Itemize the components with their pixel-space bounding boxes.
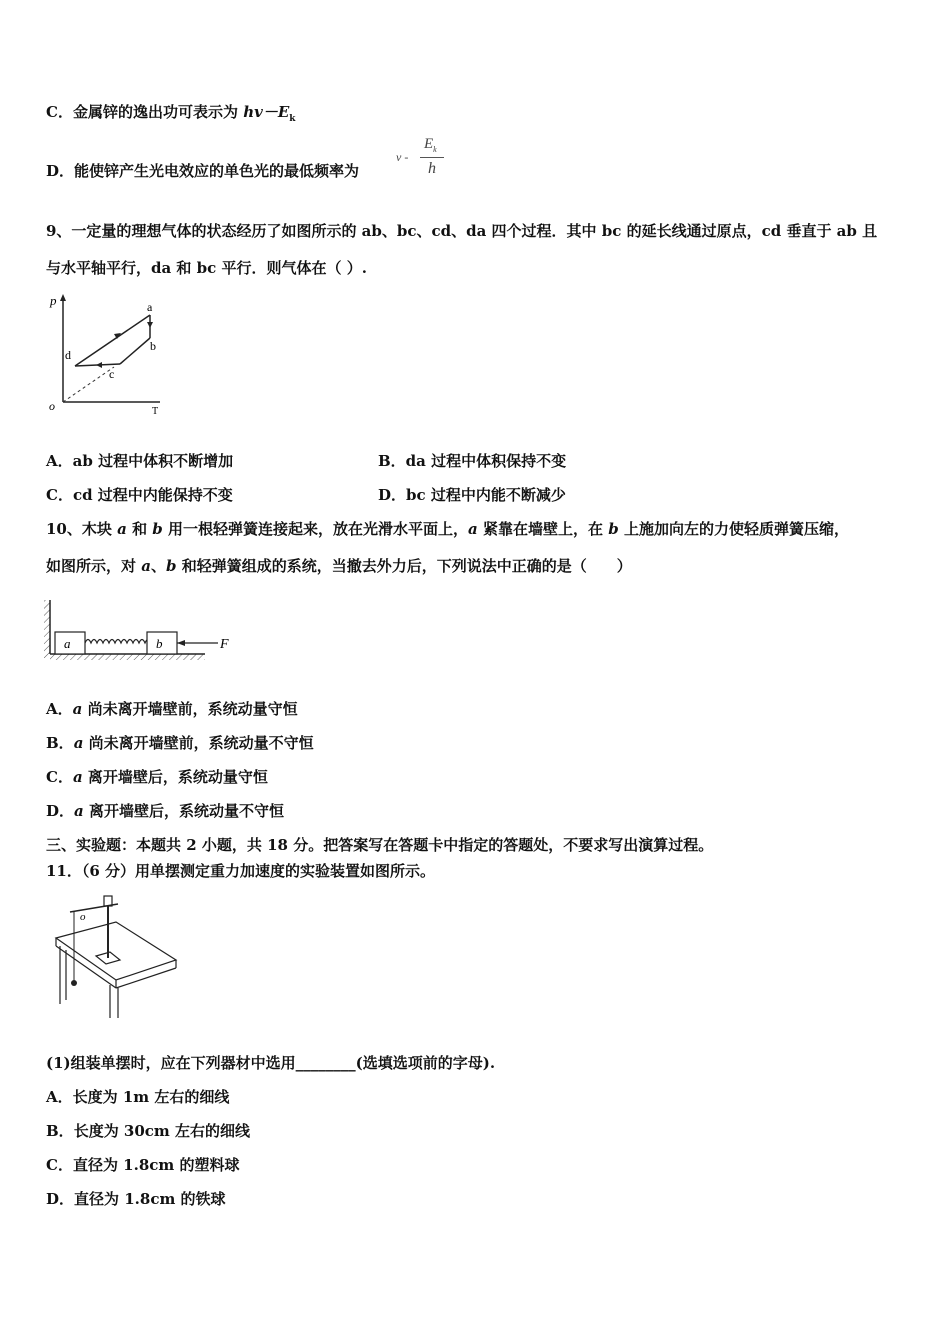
q9-pt-diagram [44,292,174,418]
force-arrow [177,640,185,646]
q11-option-a [46,1087,229,1107]
label-o: o [49,399,55,413]
q8-option-c-sub: k [289,114,296,124]
q11-subquestion-1: (1)组装单摆时，应在下列器材中选用________(选填选项前的字母). [46,1054,496,1072]
q10-option-c-var: a [72,768,83,786]
formula-e: E [424,136,434,152]
q11-stem: 11．（6 分）用单摆测定重力加速度的实验装置如图所示。 [46,862,436,880]
q10-option-a [46,699,298,719]
q8-option-d [46,161,359,181]
q10-s3: 用一根轻弹簧连接起来，放在光滑水平面上， [162,520,469,538]
q10-l2-b: b [165,557,177,575]
ab-arrow [147,322,153,328]
q9-option-c: C．cd 过程中内能保持不变 [46,486,233,504]
q10-option-b-label: B． [46,734,74,752]
q10-l2-a: a [141,557,151,575]
q11-option-a-text: 长度为 1m 左右的细线 [72,1088,230,1106]
q10-s1: 10、木块 [46,520,118,538]
q9-stem-line2: 与水平轴平行，da 和 bc 平行．则气体在（ ）. [46,259,367,277]
q9-option-a: A．ab 过程中体积不断增加 [46,452,234,470]
q10-var-a2: a [468,520,478,538]
force-label: F [220,637,229,652]
q11-option-b-text: 长度为 30cm 左右的细线 [73,1122,251,1140]
q10-var-b2: b [608,520,619,538]
q10-s2: 和 [126,520,153,538]
da-line [75,315,150,366]
q10-option-a-var: a [72,700,83,718]
q8-option-c-label: C． [46,103,73,121]
cd-arrow [96,362,102,368]
q9-option-b: B．da 过程中体积保持不变 [378,452,567,470]
q10-stem-line2 [46,556,632,576]
label-a: a [147,300,153,314]
q10-var-b1: b [152,520,163,538]
wall-hatch [44,600,50,658]
label-p: p [50,293,57,308]
label-b: b [150,339,156,353]
q11-option-b [46,1121,250,1141]
q11-option-a-label: A． [46,1088,73,1106]
q9-stem-line1: 9、一定量的理想气体的状态经历了如图所示的 ab、bc、cd、da 四个过程．其中 bc 的延长线通过原点，cd 垂直于 ab 且 [46,222,878,240]
label-d: d [65,348,71,362]
pendulum-bob [71,980,77,986]
label-t: T [152,406,159,417]
block-b-label: b [156,636,163,651]
q11-option-c-text: 直径为 1.8cm 的塑料球 [72,1156,240,1174]
q11-option-d [46,1189,226,1209]
q11-option-c-label: C． [46,1156,73,1174]
q9-option-d: D．bc 过程中内能不断减少 [378,486,566,504]
q10-l2-2: 、 [150,557,166,575]
q10-s5: 上施加向左的力使轻质弹簧压缩， [618,520,849,538]
q8-option-d-formula [396,136,456,186]
floor-hatch [50,654,205,660]
q10-option-b [46,733,314,753]
q8-option-c [46,102,296,129]
q8-option-c-text: 金属锌的逸出功可表示为 [72,103,238,121]
formula-numerator [424,136,437,154]
q8-option-c-formula: hv－E [243,103,290,121]
q10-l2-1: 如图所示，对 [46,557,142,575]
formula-nu: ν - [396,150,409,164]
q10-option-c-text: 离开墙壁后，系统动量守恒 [87,768,268,786]
q10-var-a1: a [117,520,127,538]
q10-spring-diagram [42,596,242,664]
q10-option-d-var: a [74,802,84,820]
q8-option-d-text: 能使锌产生光电效应的单色光的最低频率为 [74,162,360,180]
formula-k: k [433,145,437,154]
q10-option-d-label: D． [46,802,75,820]
bc-extension [63,367,114,402]
stand-arm [70,904,118,912]
formula-denominator: h [428,160,436,177]
block-a-label: a [64,636,71,651]
q11-option-c [46,1155,240,1175]
q10-option-c [46,767,268,787]
q8-option-d-label: D． [46,162,75,180]
label-o: o [80,911,86,923]
p-axis-arrow [60,294,66,301]
q10-option-d-text: 离开墙壁后，系统动量不守恒 [88,802,284,820]
q10-s4: 紧靠在墙壁上，在 [477,520,609,538]
fraction-bar [420,157,444,158]
q11-option-b-label: B． [46,1122,74,1140]
q10-option-b-var: a [73,734,84,752]
q10-option-d [46,801,284,821]
q10-option-a-label: A． [46,700,73,718]
section3-heading: 三、实验题：本题共 2 小题，共 18 分。把答案写在答题卡中指定的答题处，不要求写出演算过程。 [46,836,714,854]
q10-stem-line1 [46,519,849,539]
q10-l2-3: 和轻弹簧组成的系统，当撤去外力后，下列说法中正确的是（ ） [176,557,632,575]
q11-option-d-label: D． [46,1190,75,1208]
q10-option-c-label: C． [46,768,73,786]
q11-pendulum-diagram [46,890,186,1022]
q10-option-a-text: 尚未离开墙壁前，系统动量守恒 [87,700,298,718]
q10-option-b-text: 尚未离开墙壁前，系统动量不守恒 [88,734,314,752]
bc-line [120,338,150,364]
label-c: c [109,367,115,381]
q11-option-d-text: 直径为 1.8cm 的铁球 [74,1190,226,1208]
